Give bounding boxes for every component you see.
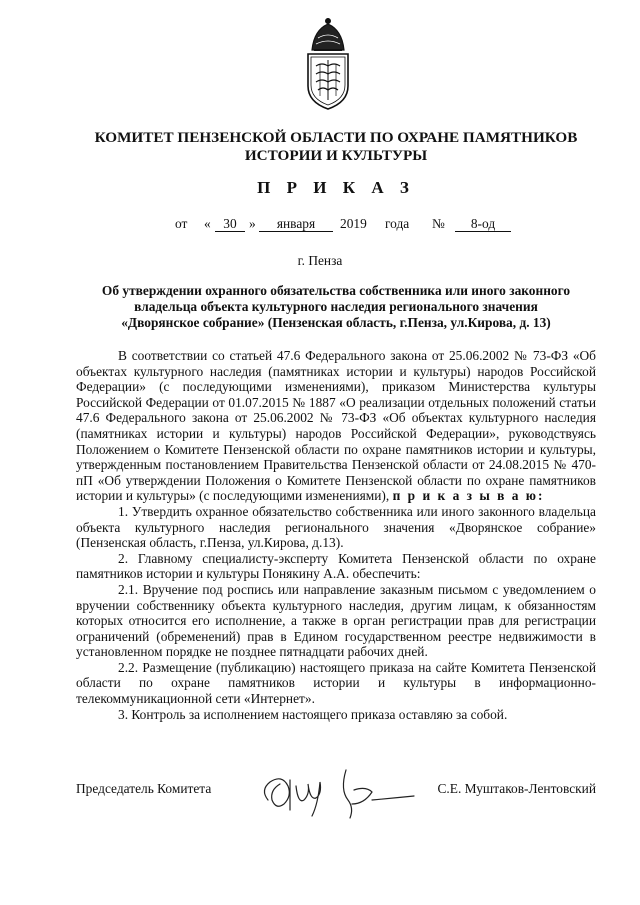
- order-command-word: п р и к а з ы в а ю:: [392, 488, 545, 504]
- order-item-2-2: 2.2. Размещение (публикацию) настоящего приказа на сайте Комитета Пензенской области по охране памятников истории и культуры в информационно-телекоммуникационной сети «Интернет».: [76, 659, 596, 707]
- date-open-quote: «: [204, 216, 211, 231]
- handwritten-signature: [254, 760, 424, 820]
- signature-block: [76, 770, 596, 830]
- order-item-1: 1. Утвердить охранное обязательство собственника или иного законного владельца объекта культурного наследия регионального значения «Дворянское собрание» (Пензенская область, г.Пенза, ул.Кирова, д.13).: [76, 503, 596, 551]
- date-year: 2019: [340, 216, 367, 231]
- order-body: [76, 348, 596, 722]
- order-item-2: 2. Главному специалисту-эксперту Комитета Пензенской области по охране памятников истории и культуры Понякину А.А. обеспечить:: [76, 550, 596, 582]
- order-number: 8-од: [455, 216, 511, 232]
- date-day: 30: [215, 216, 245, 232]
- order-number-sign: №: [432, 216, 445, 231]
- date-month: января: [259, 216, 333, 232]
- order-preamble: [76, 348, 596, 504]
- date-year-label: года: [385, 216, 410, 231]
- signatory-title: Председатель Комитета: [76, 781, 212, 796]
- order-item-3: 3. Контроль за исполнением настоящего приказа оставляю за собой.: [118, 706, 508, 722]
- order-title: П Р И К А З: [257, 178, 415, 197]
- order-subject-line2: владельца объекта культурного наследия регионального значения: [134, 299, 538, 314]
- committee-name-line2: ИСТОРИИ И КУЛЬТУРЫ: [244, 147, 428, 164]
- order-preamble-text: В соответствии со статьей 47.6 Федерального закона от 25.06.2002 № 73-ФЗ «Об объектах культурного наследия (памятниках истории и культуры) народов Российской Федерации» (с последующими изменениями), приказом Министерства культуры Российской Федерации от 01.07.2015 № 1887 «О реализации отдельных положений статьи 47.6 Федерального закона от 25.06.2002 № 73-ФЗ «Об объектах культурного наследия (памятниках истории и культуры) народов Российской Федерации», руководствуясь Положением о Комитете Пензенской области по охране памятников истории и культуры, утвержденным постановлением Правительства Пензенской области от 24.08.2015 № 470-пП «Об утверждении Положения о Комитете Пензенской области по охране памятников истории и культуры» (с последующими изменениями),: [76, 348, 596, 504]
- signatory-name: С.Е. Муштаков-Лентовский: [437, 781, 596, 796]
- committee-name-line1: КОМИТЕТ ПЕНЗЕНСКОЙ ОБЛАСТИ ПО ОХРАНЕ ПАМЯТНИКОВ: [94, 129, 578, 146]
- city-name: г. Пенза: [297, 253, 343, 268]
- order-subject: [76, 283, 596, 331]
- order-date-line: [0, 216, 640, 234]
- committee-name: [76, 129, 596, 165]
- penza-region-coat-of-arms-icon: [302, 16, 354, 112]
- order-subject-line1: Об утверждении охранного обязательства собственника или иного законного: [101, 283, 571, 298]
- date-close-quote: »: [249, 216, 256, 231]
- order-subject-line3: «Дворянское собрание» (Пензенская область, г.Пенза, ул.Кирова, д. 13): [121, 315, 551, 330]
- date-from-label: от: [175, 216, 188, 231]
- order-item-2-1: 2.1. Вручение под роспись или направление заказным письмом с уведомлением о вручении собственнику объекта культурного наследия, другим лицам, к обязанностям которых относится его исполнение, а также в орган регистрации прав для регистрации ограничений (обременений) прав в Едином государственном реестре недвижимости в установленном порядке не позднее пятнадцати рабочих дней.: [76, 581, 596, 660]
